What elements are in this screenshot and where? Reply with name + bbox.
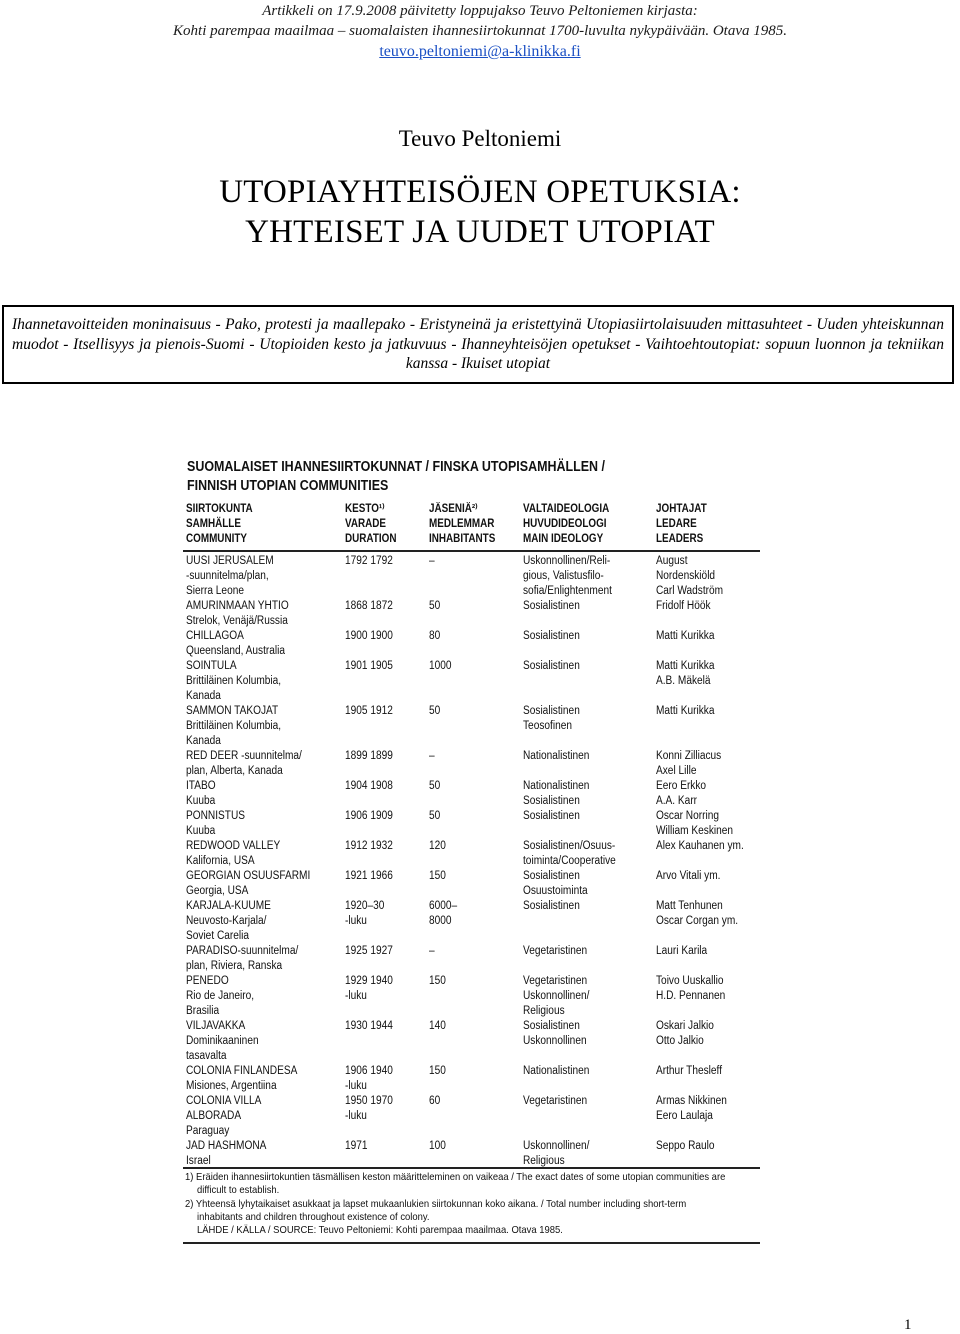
cell-ideology: Sosialistinen — [523, 660, 580, 672]
column-header: VALTAIDEOLOGIA HUVUDIDEOLOGI MAIN IDEOLOGY — [523, 503, 610, 545]
cell-duration: 1920–30 -luku — [345, 900, 385, 927]
cell-ideology: Sosialistinen Teosofinen — [523, 705, 580, 732]
cell-community: COLONIA FINLANDESA Misiones, Argentiina — [186, 1065, 298, 1092]
cell-leaders: Arvo Vitali ym. — [656, 870, 721, 882]
cell-inhabitants: 150 — [429, 870, 446, 882]
cell-duration: 1930 1944 — [345, 1020, 393, 1032]
cell-inhabitants: 120 — [429, 840, 446, 852]
cell-inhabitants: 80 — [429, 630, 441, 642]
cell-ideology: Sosialistinen Osuustoiminta — [523, 870, 588, 897]
utopian-communities-table — [183, 455, 760, 1245]
cell-community: GEORGIAN OSUUSFARMI Georgia, USA — [186, 870, 311, 897]
cell-duration: 1905 1912 — [345, 705, 393, 717]
cell-leaders: Oskari Jalkio Otto Jalkio — [656, 1020, 714, 1047]
cell-leaders: Alex Kauhanen ym. — [656, 840, 744, 852]
page-title — [0, 172, 960, 252]
cell-duration: 1900 1900 — [345, 630, 393, 642]
cell-ideology: Vegetaristinen — [523, 945, 588, 957]
table-title-2: FINNISH UTOPIAN COMMUNITIES — [187, 478, 389, 494]
bottom-rule — [183, 1242, 760, 1244]
footnote-1: 1) Eräiden ihannesiirtokuntien täsmällisen keston määritteleminen on vaikeaa / The exact dates of some utopian communities are — [185, 1171, 726, 1183]
header-email-row — [0, 43, 960, 61]
cell-leaders: Toivo Uuskallio H.D. Pennanen — [656, 975, 726, 1002]
cell-community: VILJAVAKKA Dominikaaninen tasavalta — [186, 1020, 259, 1062]
cell-leaders: Oscar Norring William Keskinen — [656, 810, 734, 837]
cell-duration: 1792 1792 — [345, 555, 393, 567]
footnote-2: 2) Yhteensä lyhytaikaiset asukkaat ja lapset mukaanlukien siirtokunnan koko aikana. / Total number including short-term — [185, 1198, 687, 1210]
cell-community: ITABO Kuuba — [186, 780, 216, 807]
cell-community: PARADISO-suunnitelma/ plan, Riviera, Ranska — [186, 945, 299, 972]
cell-duration: 1906 1909 — [345, 810, 393, 822]
cell-inhabitants: 140 — [429, 1020, 446, 1032]
cell-duration: 1925 1927 — [345, 945, 393, 957]
cell-community: PENEDO Rio de Janeiro, Brasilia — [186, 975, 255, 1017]
table-title-1: SUOMALAISET IHANNESIIRTOKUNNAT / FINSKA UTOPISAMHÄLLEN / — [187, 459, 605, 475]
cell-inhabitants: 50 — [429, 780, 441, 792]
author-name: Teuvo Peltoniemi — [398, 126, 562, 151]
cell-inhabitants: – — [429, 555, 435, 567]
cell-community: JAD HASHMONA Israel — [186, 1140, 267, 1167]
page-number: 1 — [904, 1317, 912, 1333]
cell-community: CHILLAGOA Queensland, Australia — [186, 630, 286, 657]
cell-duration: 1901 1905 — [345, 660, 393, 672]
cell-inhabitants: – — [429, 945, 435, 957]
cell-leaders: Matti Kurikka — [656, 705, 715, 717]
column-header: JÄSENIÄ²⁾ MEDLEMMAR INHABITANTS — [429, 503, 496, 545]
cell-inhabitants: 6000– 8000 — [429, 900, 458, 927]
cell-duration: 1906 1940 -luku — [345, 1065, 393, 1092]
cell-leaders: Armas Nikkinen Eero Laulaja — [656, 1095, 727, 1122]
cell-ideology: Nationalistinen Sosialistinen — [523, 780, 590, 807]
cell-leaders: Matti Kurikka A.B. Mäkelä — [656, 660, 715, 687]
cell-ideology: Uskonnollinen/ Religious — [523, 1140, 590, 1167]
cell-community: SAMMON TAKOJAT Brittiläinen Kolumbia, Kanada — [186, 705, 282, 747]
cell-ideology: Sosialistinen — [523, 810, 580, 822]
cell-leaders: Seppo Raulo — [656, 1140, 715, 1152]
cell-leaders: Matt Tenhunen Oscar Corgan ym. — [656, 900, 739, 927]
cell-community: SOINTULA Brittiläinen Kolumbia, Kanada — [186, 660, 282, 702]
cell-duration: 1912 1932 — [345, 840, 393, 852]
cell-community: REDWOOD VALLEY Kalifornia, USA — [186, 840, 281, 867]
cell-duration: 1921 1966 — [345, 870, 393, 882]
cell-leaders: Konni Zilliacus Axel Lille — [656, 750, 722, 777]
footer-divider — [183, 1167, 760, 1169]
cell-leaders: Fridolf Höök — [656, 600, 711, 612]
cell-inhabitants: 60 — [429, 1095, 441, 1107]
column-header: SIIRTOKUNTA SAMHÄLLE COMMUNITY — [186, 503, 253, 545]
column-header: JOHTAJAT LEDARE LEADERS — [656, 503, 707, 545]
cell-community: RED DEER -suunnitelma/ plan, Alberta, Kanada — [186, 750, 302, 777]
cell-community: KARJALA-KUUME Neuvosto-Karjala/ Soviet Carelia — [186, 900, 271, 942]
column-header: KESTO¹⁾ VARADE DURATION — [345, 503, 397, 545]
cell-ideology: Sosialistinen/Osuus- toiminta/Cooperative — [523, 840, 616, 867]
cell-ideology: Sosialistinen Uskonnollinen — [523, 1020, 587, 1047]
cell-leaders: August Nordenskiöld Carl Wadström — [656, 555, 724, 597]
cell-inhabitants: 150 — [429, 1065, 446, 1077]
cell-inhabitants: 1000 — [429, 660, 452, 672]
cell-ideology: Sosialistinen — [523, 900, 580, 912]
footnote-1-cont: difficult to establish. — [197, 1184, 280, 1196]
cell-ideology: Sosialistinen — [523, 630, 580, 642]
header-line-2: Kohti parempaa maailmaa – suomalaisten ihannesiirtokunnat 1700-luvulta nykypäivään. Otava 1985. — [173, 23, 787, 39]
cell-duration: 1899 1899 — [345, 750, 393, 762]
cell-ideology: Uskonnollinen/Reli- gious, Valistusfilo- sofia/Enlightenment — [523, 555, 612, 597]
cell-duration: 1950 1970 -luku — [345, 1095, 393, 1122]
header-divider — [183, 550, 760, 552]
cell-ideology: Sosialistinen — [523, 600, 580, 612]
cell-leaders: Arthur Thesleff — [656, 1065, 723, 1077]
cell-inhabitants: 50 — [429, 810, 441, 822]
cell-ideology: Nationalistinen — [523, 1065, 590, 1077]
cell-community: UUSI JERUSALEM -suunnitelma/plan, Sierra Leone — [186, 555, 274, 597]
email-link[interactable]: teuvo.peltoniemi@a-klinikka.fi — [379, 43, 581, 60]
cell-duration: 1929 1940 -luku — [345, 975, 393, 1002]
cell-inhabitants: 100 — [429, 1140, 446, 1152]
cell-leaders: Matti Kurikka — [656, 630, 715, 642]
cell-inhabitants: – — [429, 750, 435, 762]
cell-ideology: Nationalistinen — [523, 750, 590, 762]
title-line-1: UTOPIAYHTEISÖJEN OPETUKSIA: — [219, 174, 741, 210]
cell-community: COLONIA VILLA ALBORADA Paraguay — [186, 1095, 262, 1137]
cell-ideology: Vegetaristinen — [523, 1095, 588, 1107]
cell-duration: 1868 1872 — [345, 600, 393, 612]
cell-duration: 1971 — [345, 1140, 368, 1152]
footnote-2-cont: inhabitants and children throughout existence of colony. — [197, 1211, 430, 1223]
cell-inhabitants: 50 — [429, 600, 441, 612]
cell-community: PONNISTUS Kuuba — [186, 810, 246, 837]
cell-inhabitants: 50 — [429, 705, 441, 717]
cell-ideology: Vegetaristinen Uskonnollinen/ Religious — [523, 975, 590, 1017]
cell-community: AMURINMAAN YHTIÖ Strelok, Venäjä/Russia — [186, 600, 289, 627]
cell-leaders: Eero Erkko A.A. Karr — [656, 780, 707, 807]
cell-leaders: Lauri Karila — [656, 945, 708, 957]
abstract-box: Ihannetavoitteiden moninaisuus - Pako, protesti ja maallepako - Eristyneinä ja eristettyinä Utopiasiirtolaisuuden mittasuhteet - Uuden yhteiskunnan muodot - Itsellisyys ja pienois-Suomi - Utopioiden kesto ja jatkuvuus - Ihanneyhteisöjen opetukset - Vaihtoehtoutopiat: sopuun luonnon ja tekniikan kanssa - Ikuiset utopiat — [2, 305, 954, 384]
title-line-2: YHTEISET JA UUDET UTOPIAT — [245, 214, 715, 250]
cell-duration: 1904 1908 — [345, 780, 393, 792]
cell-inhabitants: 150 — [429, 975, 446, 987]
header-line-1: Artikkeli on 17.9.2008 päivitetty loppujakso Teuvo Peltoniemen kirjasta: — [262, 3, 698, 19]
table-source: LÄHDE / KÄLLA / SOURCE: Teuvo Peltoniemi: Kohti parempaa maailmaa. Otava 1985. — [197, 1224, 563, 1236]
